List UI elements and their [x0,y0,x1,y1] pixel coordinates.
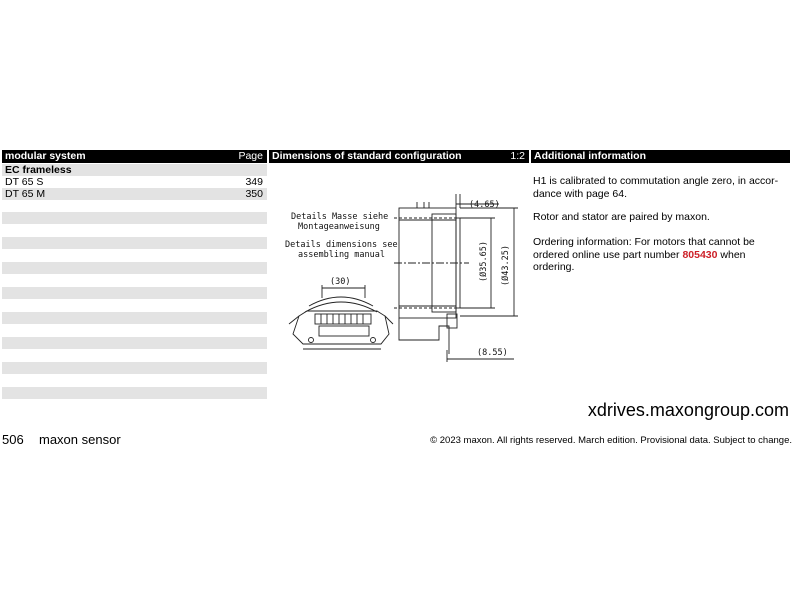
empty-row [2,287,267,299]
empty-row [2,262,267,274]
info-pairing: Rotor and stator are paired by maxon. [533,211,710,223]
dim-4-65-label: (4.65) [469,200,500,210]
scale-label: 1:2 [510,150,525,162]
empty-row [2,237,267,249]
page-number: 506 [2,432,24,447]
dimensions-header [269,150,529,163]
sensor-module-drawing [289,285,393,349]
note-de-2: Montageanweisung [298,222,380,232]
motor-section-drawing [394,194,518,362]
empty-row [2,212,267,224]
info-ordering-tail: when ordering. [533,248,746,273]
dim-43-25-label: (Ø43.25) [501,245,511,286]
additional-info-title: Additional information [534,150,646,162]
dimension-drawing [269,164,529,369]
info-calibration: H1 is calibrated to commutation angle zero, in accor-dance with page 64. [533,175,779,200]
modular-group-label: EC frameless [5,164,72,176]
dim-30-label: (30) [330,277,351,287]
empty-row [2,362,267,374]
modular-system-title: modular system [5,150,86,162]
page-column-label: Page [238,150,263,162]
modular-item-name: DT 65 S [5,176,44,188]
part-number: 805430 [682,248,718,261]
modular-item-page: 349 [245,176,263,188]
modular-group-row [2,164,267,176]
note-en-1: Details dimensions see [285,240,398,250]
additional-info-header [531,150,790,163]
section-name: maxon sensor [39,432,121,447]
modular-item-name: DT 65 M [5,188,46,200]
website-link[interactable]: xdrives.maxongroup.com [587,400,789,420]
empty-row [2,337,267,349]
modular-item-row[interactable] [2,188,267,200]
copyright-notice: © 2023 maxon. All rights reserved. March edition. Provisional data. Subject to change. [430,435,792,446]
info-ordering [533,236,788,274]
empty-row [2,312,267,324]
empty-row [2,387,267,399]
info-ordering-text: Ordering information: For motors that cannot be ordered online use part number [533,236,755,261]
dim-8-55-label: (8.55) [477,348,508,358]
modular-item-page: 350 [245,188,263,200]
dimensions-title: Dimensions of standard configuration [272,150,462,162]
note-en-2: assembling manual [298,250,385,260]
modular-item-row[interactable] [2,176,267,188]
dim-35-65-label: (Ø35.65) [479,241,489,282]
note-de-1: Details Masse siehe [291,212,389,222]
modular-system-header [2,150,267,163]
